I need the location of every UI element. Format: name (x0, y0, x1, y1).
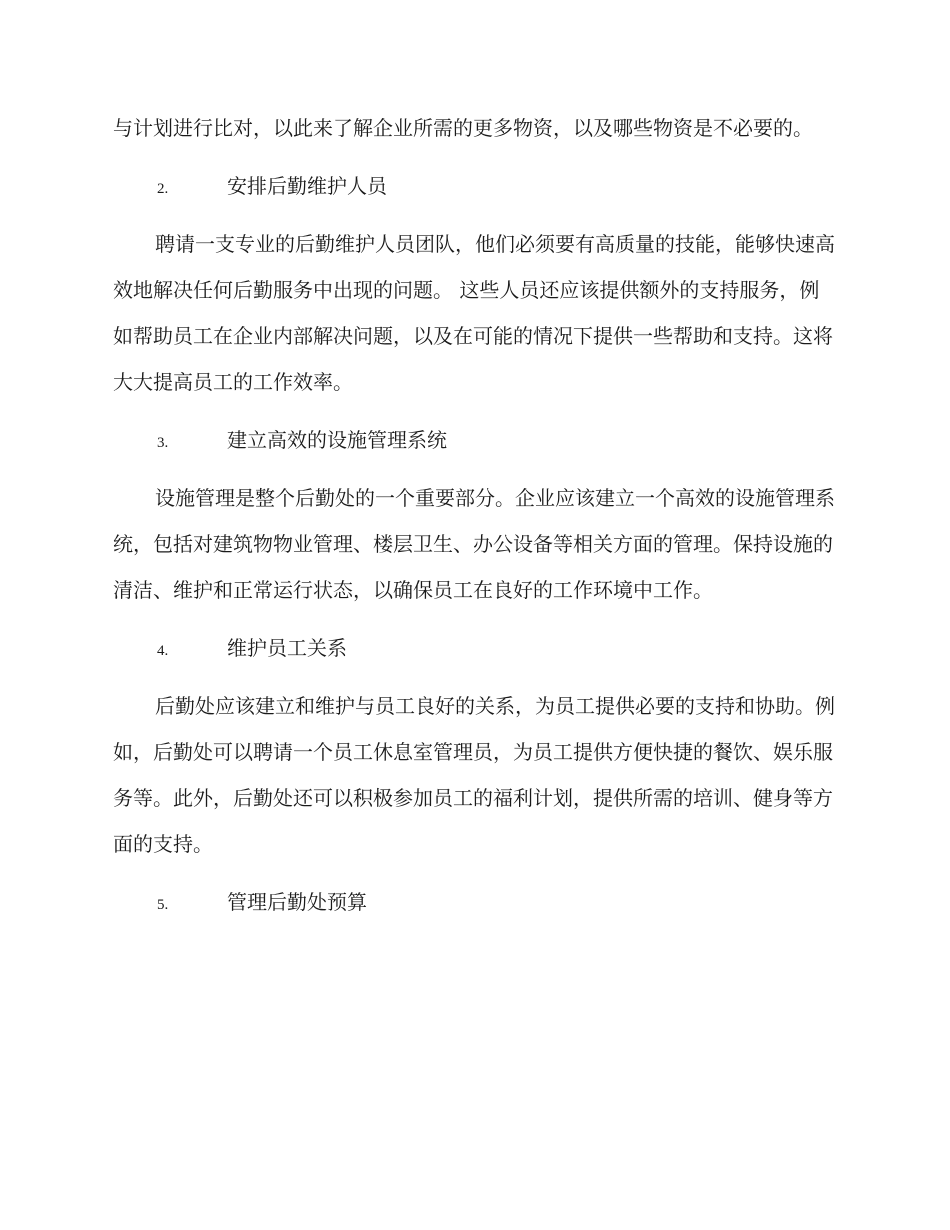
section-heading-5 (113, 879, 838, 925)
section-title: 建立高效的设施管理系统 (227, 428, 447, 452)
section-number: 4. (157, 643, 169, 659)
section-paragraph-4: 后勤处应该建立和维护与员工良好的关系，为员工提供必要的支持和协助。例如，后勤处可以聘请一个员工休息室管理员，为员工提供方便快捷的餐饮、娱乐服务等。此外，后勤处还可以积极参加员工的福利计划，提供所需的培训、健身等方面的支持。 (113, 694, 835, 856)
section-heading-2 (113, 163, 838, 209)
section-title: 安排后勤维护人员 (227, 174, 387, 198)
spacer (113, 613, 838, 625)
section-title: 维护员工关系 (227, 636, 347, 660)
section-number: 5. (157, 897, 169, 913)
document-body (113, 105, 838, 925)
opening-paragraph: 与计划进行比对，以此来了解企业所需的更多物资，以及哪些物资是不必要的。 (113, 116, 813, 140)
section-heading-3 (113, 417, 838, 463)
section-paragraph-2: 聘请一支专业的后勤维护人员团队，他们必须要有高质量的技能，能够快速高效地解决任何后勤服务中出现的问题。 这些人员还应该提供额外的支持服务，例如帮助员工在企业内部解决问题，以及在可能的情况下提供一些帮助和支持。这将大大提高员工的工作效率。 (113, 232, 835, 394)
section-number: 2. (157, 181, 169, 197)
section-number: 3. (157, 435, 169, 451)
spacer (113, 151, 838, 163)
section-heading-4 (113, 625, 838, 671)
section-title: 管理后勤处预算 (227, 890, 367, 914)
spacer (113, 405, 838, 417)
section-paragraph-3: 设施管理是整个后勤处的一个重要部分。企业应该建立一个高效的设施管理系统，包括对建筑物物业管理、楼层卫生、办公设备等相关方面的管理。保持设施的清洁、维护和正常运行状态，以确保员工在良好的工作环境中工作。 (113, 486, 835, 602)
spacer (113, 867, 838, 879)
